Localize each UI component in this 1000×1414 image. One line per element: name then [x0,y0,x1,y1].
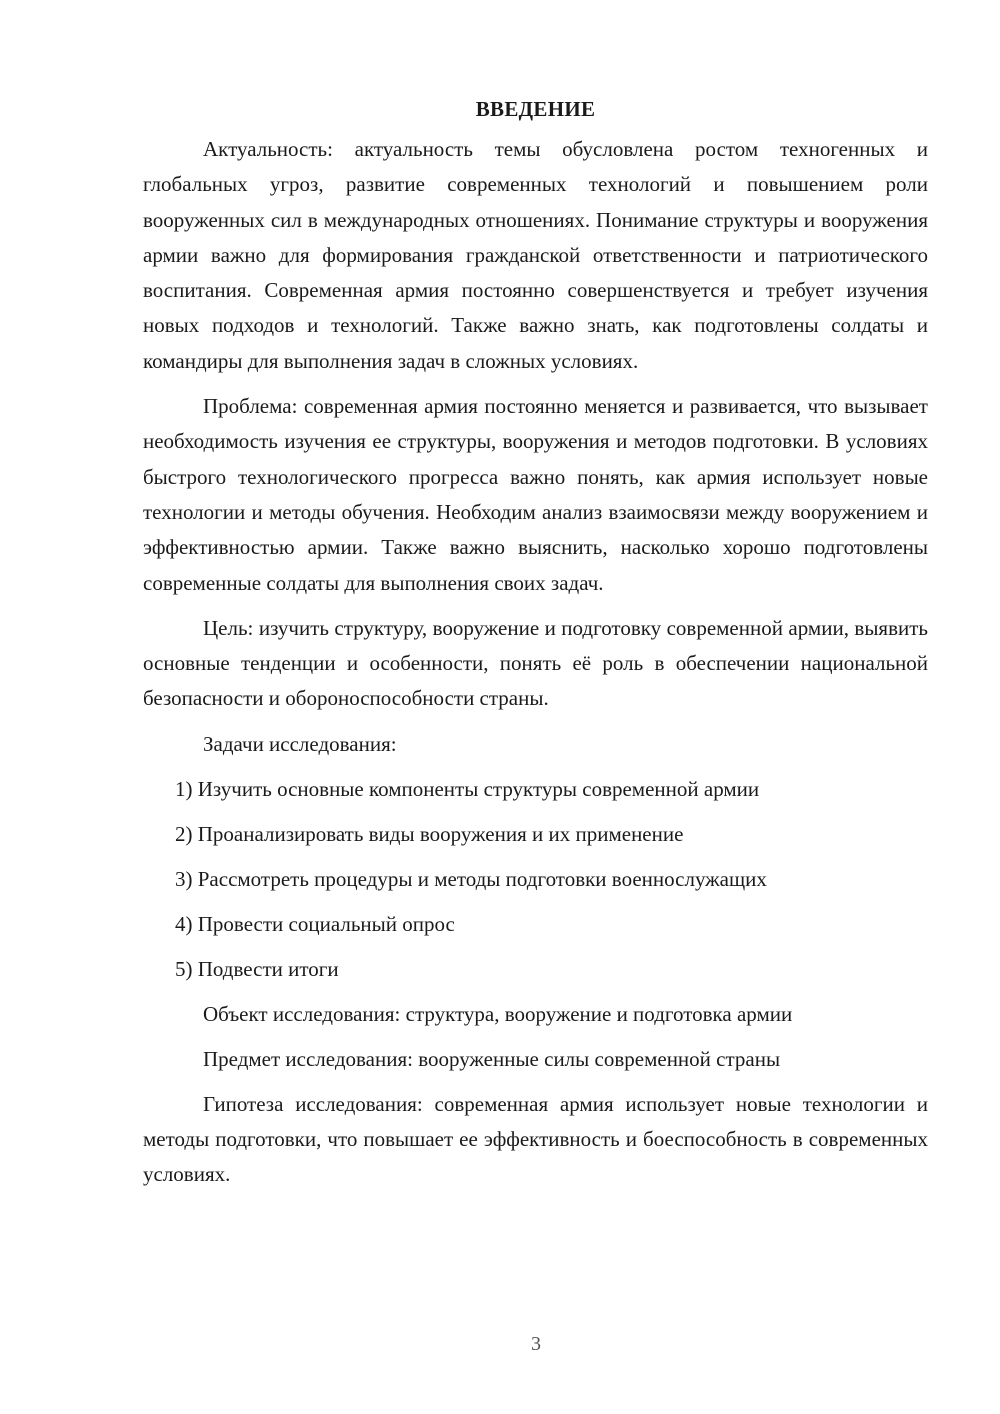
list-item: 1) Изучить основные компоненты структуры современной армии [175,776,760,801]
list-item: 5) Подвести итоги [175,956,339,981]
document-page [143,92,928,1203]
page-number: 3 [531,1333,541,1355]
research-subject: Предмет исследования: вооруженные силы современной страны [203,1046,781,1071]
goal-paragraph: Цель: изучить структуру, вооружение и подготовку современной армии, выявить основные тенденции и особенности, понять её роль в обеспечении национальной безопасности и обороноспособности страны. [143,615,928,711]
section-heading: ВВЕДЕНИЕ [475,97,596,121]
list-item: 3) Рассмотреть процедуры и методы подготовки военнослужащих [175,866,767,891]
relevance-paragraph: Актуальность: актуальность темы обусловлена ростом техногенных и глобальных угроз, развитие современных технологий и повышением роли вооруженных сил в международных отношениях. Понимание структуры и вооружения армии важно для формирования гражданской ответственности и патриотического воспитания. Современная армия постоянно совершенствуется и требует изучения новых подходов и технологий. Также важно знать, как подготовлены солдаты и командиры для выполнения задач в сложных условиях. [143,137,928,373]
tasks-list [143,772,928,987]
list-item: 4) Провести социальный опрос [175,911,455,936]
tasks-heading: Задачи исследования: [203,731,397,756]
list-item: 2) Проанализировать виды вооружения и их применение [175,821,684,846]
hypothesis-paragraph: Гипотеза исследования: современная армия использует новые технологии и методы подготовки, что повышает ее эффективность и боеспособность в современных условиях. [143,1091,928,1187]
research-object: Объект исследования: структура, вооружение и подготовка армии [203,1001,793,1026]
problem-paragraph: Проблема: современная армия постоянно меняется и развивается, что вызывает необходимость изучения ее структуры, вооружения и методов подготовки. В условиях быстрого технологического прогресса важно понять, как армия использует новые технологии и методы обучения. Необходим анализ взаимосвязи между вооружением и эффективностью армии. Также важно выяснить, насколько хорошо подготовлены современные солдаты для выполнения своих задач. [143,394,928,595]
